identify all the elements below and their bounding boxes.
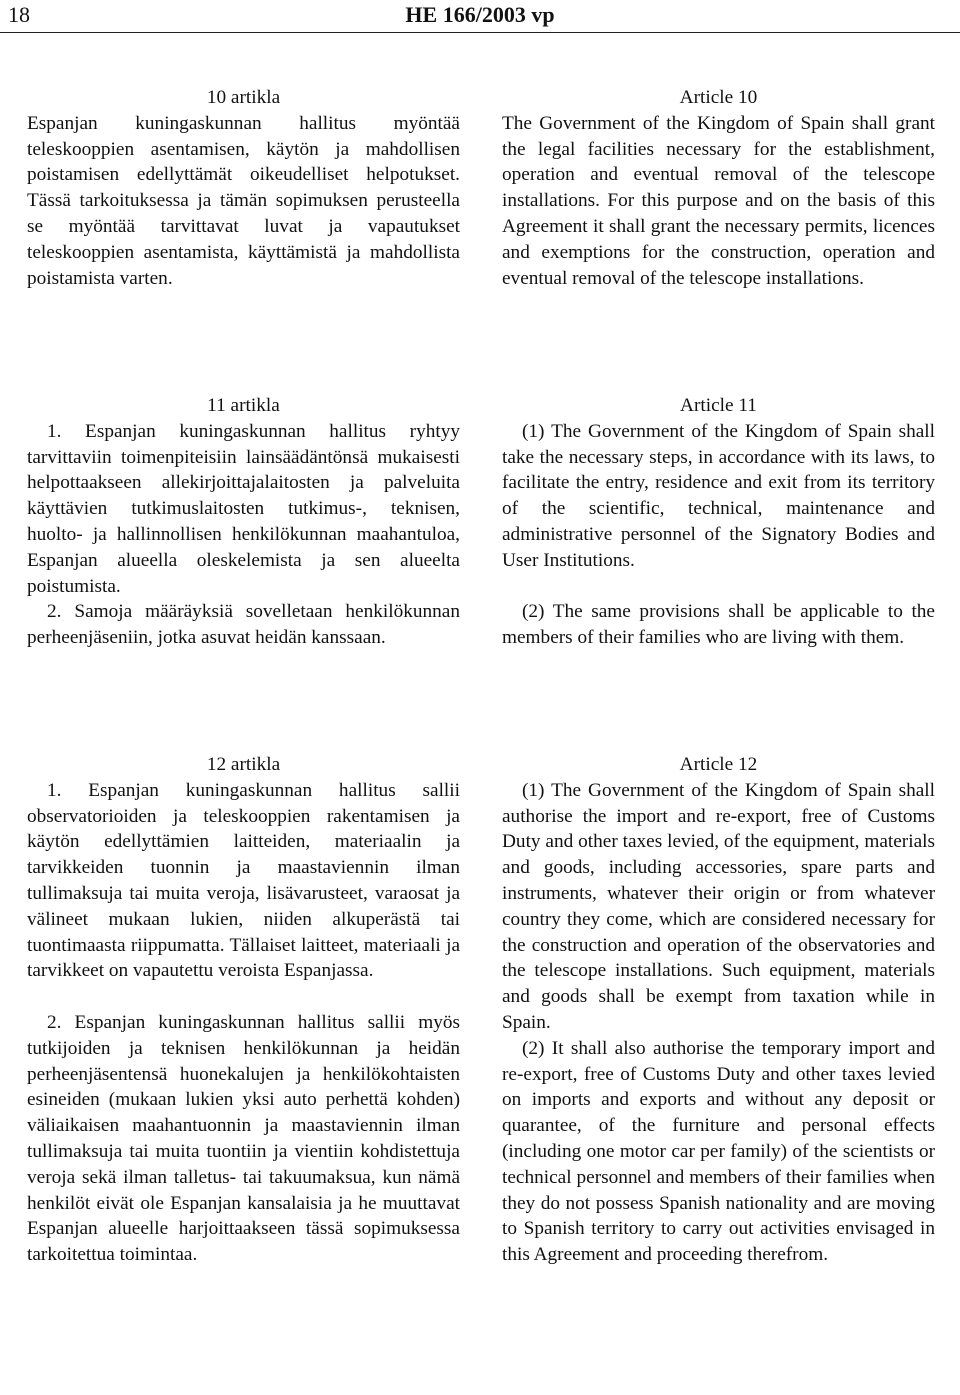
article-10-english — [502, 85, 935, 291]
page-number: 18 — [8, 2, 30, 27]
article-11-english — [502, 393, 935, 651]
article-10-fi-title: 10 artikla — [206, 87, 281, 108]
article-12-english — [502, 752, 935, 1268]
article-11-en-paragraph-2: (2) The same provisions shall be applicable to the members of their families who are living with them. — [502, 601, 935, 649]
paragraph-gap — [502, 574, 935, 600]
article-12-en-title: Article 12 — [679, 754, 758, 775]
article-12-finnish — [27, 752, 460, 1268]
document-id: HE 166/2003 vp — [405, 2, 555, 27]
header-rule — [0, 32, 960, 33]
article-12-en-paragraph-2: (2) It shall also authorise the temporary import and re-export, free of Customs Duty and other taxes levied on imports and exports and without any deposit or quarantee, of the furniture and personal effects (including one motor car per family) of the scientists or technical personnel and members of their families when they do not possess Spanish nationality and are moving to Spanish territory to carry out activities envisaged in this Agreement and proceeding therefrom. — [502, 1037, 935, 1266]
article-10-en-text: The Government of the Kingdom of Spain shall grant the legal facilities necessary for the establishment, operation and eventual removal of the telescope installations. For this purpose and on the basis of this Agreement it shall grant the necessary permits, licences and exemptions for the construction, operation and eventual removal of the telescope installations. — [502, 112, 935, 289]
article-11-fi-title: 11 artikla — [207, 395, 280, 416]
page-header — [0, 0, 960, 34]
article-10-finnish — [27, 85, 460, 291]
article-12-en-paragraph-1: (1) The Government of the Kingdom of Spain shall authorise the import and re-export, free of Customs Duty and other taxes levied, of the equipment, materials and goods, including accessories, spare parts and instruments, whatever their origin or from whatever country they come, which are considered necessary for the construction and operation of the observatories and the telescope installations. Such equipment, materials and goods shall be exempt from taxation while in Spain. — [502, 779, 935, 1033]
article-11-fi-paragraph-1: 1. Espanjan kuningaskunnan hallitus ryhtyy tarvittaviin toimenpiteisiin lainsäädäntönsä mukaisesti helpottaakseen allekirjoittajalaitosten ja palveluita käyttävien tutkimuslaitosten tutkimus-, teknisen, huolto- ja hallinnollisen henkilökunnan maahantuloa, Espanjan alueella oleskelemista ja sen alueelta poistumista. — [27, 420, 460, 597]
article-11-fi-paragraph-2: 2. Samoja määräyksiä sovelletaan henkilökunnan perheenjäseniin, jotka asuvat heidän kanssaan. — [27, 601, 460, 649]
article-12-fi-paragraph-2: 2. Espanjan kuningaskunnan hallitus sallii myös tutkijoiden ja teknisen henkilökunnan ja heidän perheenjäsentensä huonekalujen ja henkilökohtaisten esineiden (mukaan lukien yksi auto perhettä kohden) väliaikaisen maahantuonnin ja maastaviennin ilman tullimaksuja tai muita tuontiin ja vientiin kohdistettuja veroja sekä ilman talletus- tai takuumaksua, kun nämä henkilöt eivät ole Espanjan kansalaisia ja he muuttavat Espanjan alueelle harjoittaakseen tässä sopimuksessa tarkoitettua toimintaa. — [27, 1011, 460, 1266]
paragraph-gap — [27, 984, 460, 1010]
article-10-en-title: Article 10 — [679, 87, 758, 108]
article-10-fi-text: Espanjan kuningaskunnan hallitus myöntää teleskooppien asentamisen, käytön ja mahdollisen poistamisen edellyttämät oikeudelliset helpotukset. Tässä tarkoituksessa ja tämän sopimuksen perusteella se myöntää tarvittavat luvat ja vapautukset teleskooppien asentamista, käyttämistä ja mahdollista poistamista varten. — [27, 112, 460, 289]
article-11-finnish — [27, 393, 460, 651]
article-12-fi-title: 12 artikla — [206, 754, 281, 775]
article-11-en-paragraph-1: (1) The Government of the Kingdom of Spain shall take the necessary steps, in accordance with its laws, to facilitate the entry, residence and exit from its territory of the scientific, technical, maintenance and administrative personnel of the Signatory Bodies and User Institutions. — [502, 420, 935, 571]
article-11-en-title: Article 11 — [680, 395, 757, 416]
article-12-fi-paragraph-1: 1. Espanjan kuningaskunnan hallitus sallii observatorioiden ja teleskooppien rakentamisen ja käytön edellyttämien laitteiden, materiaalin ja tarvikkeiden tuonnin ja maastaviennin ilman tullimaksuja tai muita veroja, lisävarusteet, varaosat ja välineet mukaan lukien, niiden alkuperästä tai tuontimaasta riippumatta. Tällaiset laitteet, materiaali ja tarvikkeet on vapautettu veroista Espanjassa. — [27, 779, 460, 982]
